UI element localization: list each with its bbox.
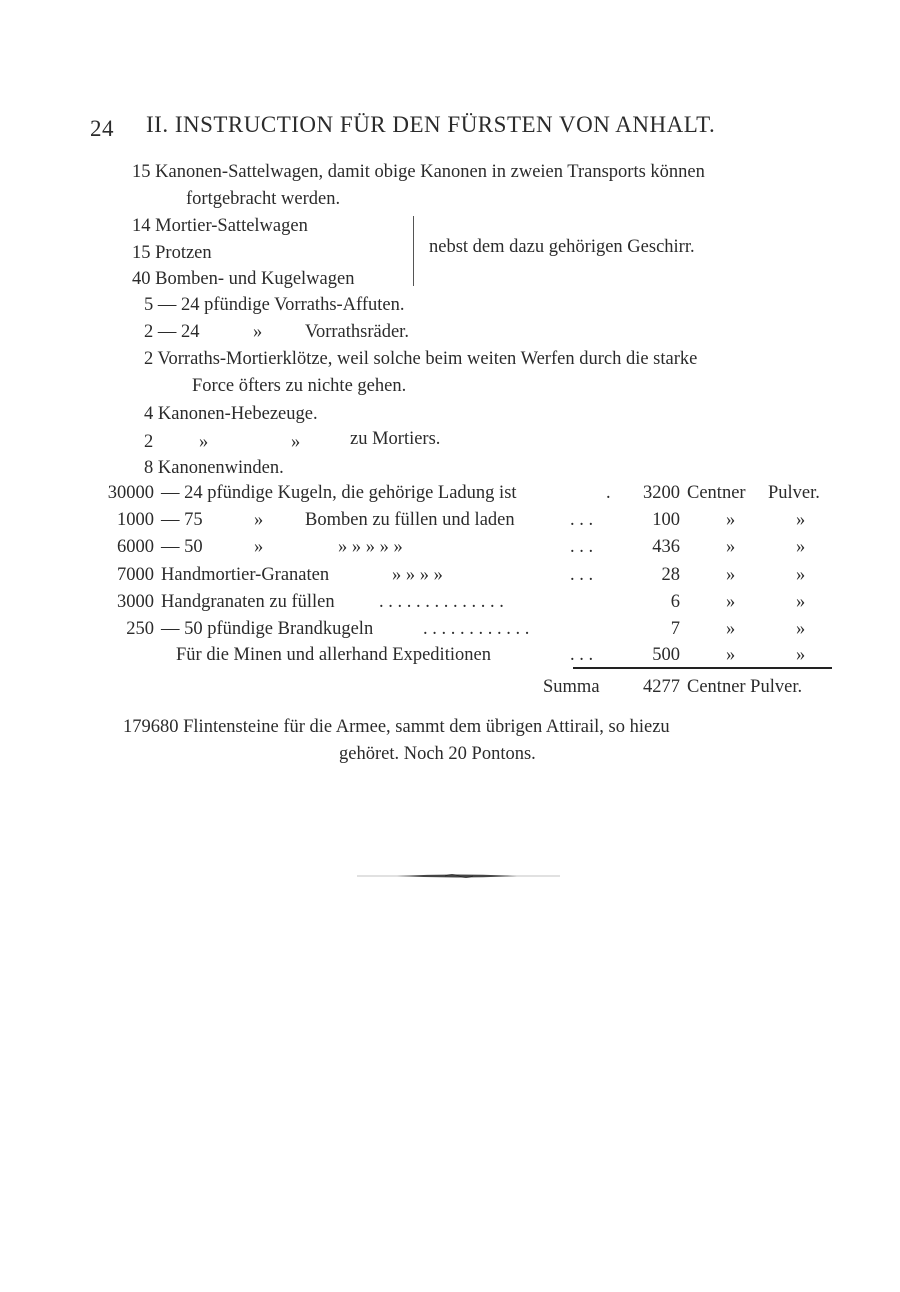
table-desc: — 75 [161,510,203,530]
table-unit: » [796,645,806,665]
table-unit: » [726,537,736,557]
list-item: 15 Protzen [132,243,212,263]
bracket-line [413,216,414,286]
table-unit: Centner [687,483,746,503]
table-dots: . . . [570,510,594,530]
table-dots: . . . [570,565,594,585]
ditto-marks: » » » » [392,565,443,585]
table-unit: » [726,565,736,585]
list-item: 15 Kanonen-Sattelwagen, damit obige Kanonen in zweien Transports können [132,162,705,182]
table-desc: Handgranaten zu füllen [161,592,335,612]
page-title: II. INSTRUCTION FÜR DEN FÜRSTEN VON ANHALT. [146,112,716,137]
footer-line: gehöret. Noch 20 Pontons. [339,744,536,764]
table-desc: Bomben zu füllen und laden [305,510,515,530]
table-unit: » [796,510,806,530]
summa-unit: Centner Pulver. [687,677,803,697]
list-item: 8 Kanonenwinden. [144,458,284,478]
table-desc: — 50 pfündige Brandkugeln [161,619,374,639]
table-amount: 28 [661,565,680,585]
footer-line: 179680 Flintensteine für die Armee, sammt dem übrigen Attirail, so hiezu [123,717,670,737]
list-item: 40 Bomben- und Kugelwagen [132,269,355,289]
ditto-mark: » [253,322,263,342]
summa-label: Summa [543,677,600,697]
table-unit: » [726,592,736,612]
list-item: 4 Kanonen-Hebezeuge. [144,404,318,424]
table-desc: — 50 [161,537,203,557]
table-qty: 1000 [117,510,154,530]
list-item: fortgebracht werden. [186,189,341,209]
list-item: 5 — 24 pfündige Vorraths-Affuten. [144,295,405,315]
table-amount: 436 [652,537,680,557]
ditto-mark: » [291,432,301,452]
table-dots: . . . . . . . . . . . . . . [379,592,504,612]
table-qty: 6000 [117,537,154,557]
table-unit: » [796,592,806,612]
ditto-mark: » [254,537,264,557]
list-item: Force öfters zu nichte gehen. [192,376,407,396]
table-amount: 7 [670,619,680,639]
table-qty: 3000 [117,592,154,612]
table-dots: . . . . . . . . . . . . [423,619,530,639]
summa-amount: 4277 [643,677,680,697]
table-qty: 30000 [107,483,154,503]
sum-rule [573,667,832,669]
table-amount: 500 [652,645,680,665]
table-dots: . . . [570,537,594,557]
ditto-mark: » [199,432,209,452]
table-unit: » [796,565,806,585]
list-item: 2 [144,432,154,452]
table-unit: » [726,645,736,665]
table-unit: » [796,537,806,557]
ditto-marks: » » » » » [338,537,403,557]
table-amount: 3200 [643,483,680,503]
table-desc: Für die Minen und allerhand Expeditionen [176,645,491,665]
table-qty: 7000 [117,565,154,585]
table-unit: » [726,510,736,530]
table-dots: . . . [570,645,594,665]
list-item: 2 Vorraths-Mortierklötze, weil solche beim weiten Werfen durch die starke [144,349,698,369]
table-desc: — 24 pfündige Kugeln, die gehörige Ladung ist [161,483,517,503]
list-item: nebst dem dazu gehörigen Geschirr. [429,237,695,257]
list-item: Vorrathsräder. [305,322,409,342]
list-item: 2 — 24 [144,322,200,342]
page-number: 24 [90,116,114,141]
table-dots: . [606,483,611,503]
table-unit: » [726,619,736,639]
table-qty: 250 [126,619,154,639]
ditto-mark: » [254,510,264,530]
table-unit: » [796,619,806,639]
list-item: 14 Mortier-Sattelwagen [132,216,308,236]
table-amount: 6 [670,592,680,612]
table-amount: 100 [652,510,680,530]
table-unit: Pulver. [768,483,820,503]
table-desc: Handmortier-Granaten [161,565,330,585]
list-item: zu Mortiers. [350,429,441,449]
ornament-divider [357,873,560,879]
